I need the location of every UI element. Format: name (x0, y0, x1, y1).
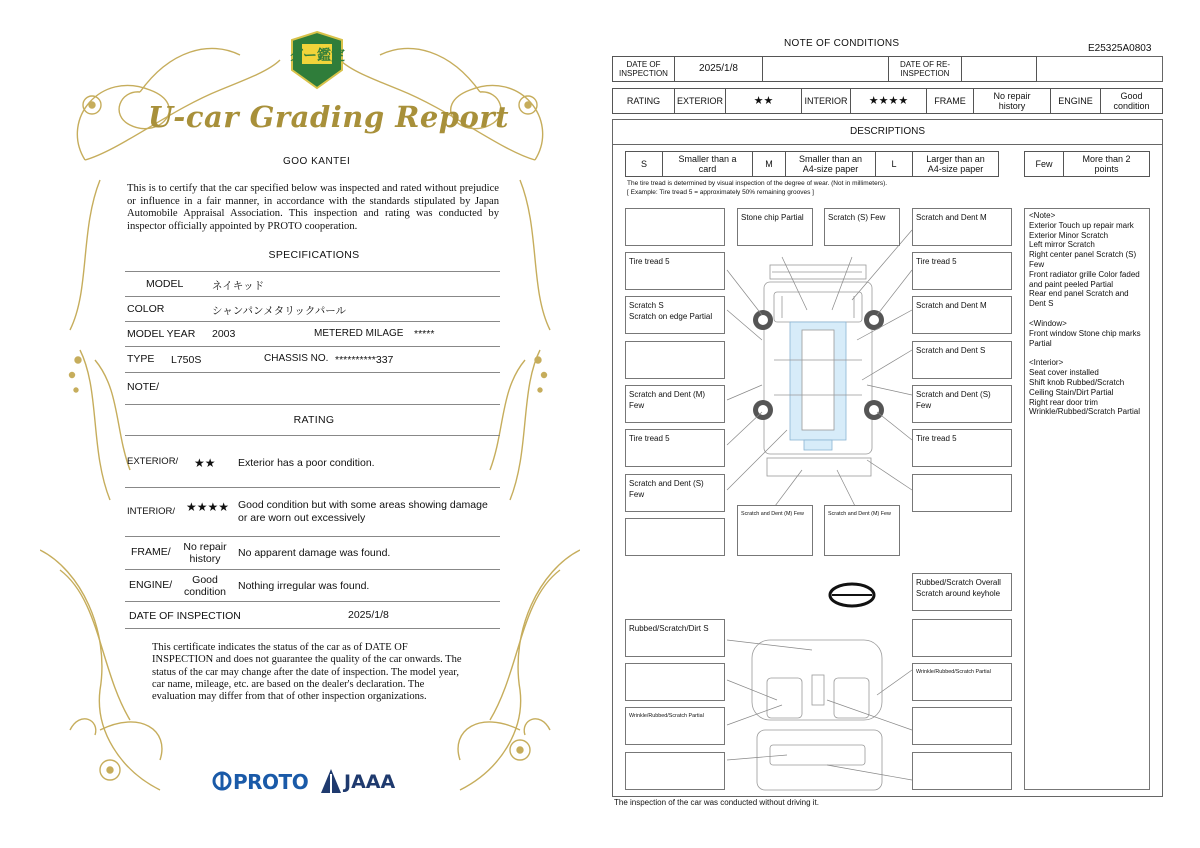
frame-label: FRAME (926, 88, 974, 114)
exterior-stars: ★★ (194, 456, 216, 470)
certificate-intro: This is to certify that the car specified below was inspected and rated without prejudice or influence in a fair manner, in accordance with the standards stipulated by Japan Automobile Appraisal Association. This inspection and rating was conducted by inspector officially appointed by PROTO cooperation. (127, 183, 499, 232)
frame-value: No repair history (183, 541, 227, 565)
engine-value: Good condition (1100, 88, 1163, 114)
interior-text: Good condition but with some areas showing damage or are worn out excessively (238, 499, 488, 524)
sheet-title: NOTE OF CONDITIONS (784, 38, 900, 49)
engine-value: Good condition (183, 574, 227, 598)
legend-m: M (752, 151, 786, 177)
callout-scratch-dent-m-few: Scratch and Dent (M) Few (625, 385, 725, 423)
date-of-inspection-label: DATE OF INSPECTION (129, 610, 241, 622)
interior-label: INTERIOR/ (127, 506, 176, 517)
callout-box (912, 707, 1012, 745)
certificate-title: U-car Grading Report (148, 100, 510, 134)
engine-label: ENGINE/ (129, 579, 173, 591)
jaaa-logo-icon (320, 768, 342, 794)
tread-note-1: The tire tread is determined by visual inspection of the degree of wear. (Not in millimeters). (627, 180, 888, 187)
callout-box (625, 208, 725, 246)
callout-box (625, 663, 725, 701)
callout-interior-left-2: Wrinkle/Rubbed/Scratch Partial (625, 707, 725, 745)
date-of-inspection-value: 2025/1/8 (674, 56, 763, 82)
chassis-label: CHASSIS NO. (264, 353, 329, 364)
exterior-stars: ★★ (725, 88, 802, 114)
color-value: シャンパンメタリックパール (212, 305, 346, 317)
callout-steering: Rubbed/Scratch Overall Scratch around keyhole (912, 573, 1012, 611)
engine-label: ENGINE (1050, 88, 1101, 114)
steering-wheel-icon (830, 584, 874, 606)
sheet-code: E25325A0803 (1088, 43, 1152, 54)
callout-box (625, 518, 725, 556)
rating-label: RATING (612, 88, 675, 114)
callout-rear-bottom-1: Scratch and Dent (M) Few (737, 505, 813, 556)
rating-heading: RATING (293, 414, 335, 426)
callout-tire-front-left: Tire tread 5 (625, 252, 725, 290)
exterior-text: Exterior has a poor condition. (238, 457, 375, 469)
specifications-heading: SPECIFICATIONS (268, 249, 360, 261)
color-label: COLOR (127, 303, 165, 315)
model-year-value: 2003 (212, 328, 236, 340)
callout-scratch-dent-s-few-right: Scratch and Dent (S) Few (912, 385, 1012, 423)
svg-text:グー鑑定: グー鑑定 (289, 48, 345, 64)
engine-text: Nothing irregular was found. (238, 580, 370, 592)
callout-box (912, 619, 1012, 657)
exterior-notes: <Note> Exterior Touch up repair mark Exterior Minor Scratch Left mirror Scratch Right center panel Scratch (S) Few Front radiator grille Color faded and paint peeled Partial Rear end panel Scratch and Dent S (1029, 211, 1140, 309)
certificate-subtitle: GOO KANTEI (283, 156, 351, 167)
interior-stars: ★★★★ (186, 500, 230, 514)
note-label: NOTE/ (127, 381, 160, 393)
legend-s: S (625, 151, 663, 177)
callout-box (625, 752, 725, 790)
model-label: MODEL (146, 278, 184, 290)
legend-l-desc: Larger than an A4-size paper (912, 151, 999, 177)
chassis-value: **********337 (335, 354, 394, 366)
callout-scratch-s-left: Scratch S Scratch on edge Partial (625, 296, 725, 334)
date-of-inspection-value: 2025/1/8 (348, 609, 389, 621)
interior-stars: ★★★★ (850, 88, 927, 114)
legend-s-desc: Smaller than a card (662, 151, 753, 177)
window-notes: <Window> Front window Stone chip marks Partial (1029, 318, 1141, 348)
sheet-footer: The inspection of the car was conducted without driving it. (614, 798, 819, 807)
callout-tire-rear-left: Tire tread 5 (625, 429, 725, 467)
callout-scratch-dent-m-right: Scratch and Dent M (912, 296, 1012, 334)
callout-box (625, 341, 725, 379)
callout-scratch-dent-s-right: Scratch and Dent S (912, 341, 1012, 379)
certificate (40, 30, 580, 810)
legend-l: L (875, 151, 913, 177)
interior-label: INTERIOR (801, 88, 851, 114)
legend-few: Few (1024, 151, 1064, 177)
model-value: ネイキッド (212, 280, 265, 292)
tread-note-2: [ Example: Tire tread 5 = approximately 50% remaining grooves ] (627, 189, 814, 196)
goo-kantei-badge-icon (288, 30, 346, 92)
callout-tire-rear-right: Tire tread 5 (912, 429, 1012, 467)
metered-value: ***** (414, 328, 435, 340)
interior-notes: <Interior> Seat cover installed Shift knob Rubbed/Scratch Ceiling Stain/Dirt Partial Right rear door trim Wrinkle/Rubbed/Scratch Partial (1029, 358, 1141, 417)
callout-interior-left: Rubbed/Scratch/Dirt S (625, 619, 725, 657)
callout-scratch-s-few-top: Scratch (S) Few (824, 208, 900, 246)
callout-rear-bottom-2: Scratch and Dent (M) Few (824, 505, 900, 556)
metered-label: METERED MILAGE (314, 328, 404, 339)
callout-tire-front-right: Tire tread 5 (912, 252, 1012, 290)
callout-scratch-dent-m-top: Scratch and Dent M (912, 208, 1012, 246)
exterior-label: EXTERIOR (674, 88, 726, 114)
certificate-footer: This certificate indicates the status of the car as of DATE OF INSPECTION and does not guarantee the quality of the car onwards. The status of the car may change after the date of inspection. The model year, car name, mileage, etc. are based on the dealer's declaration. The evaluation may differ from that of other inspection organizations. (152, 642, 462, 703)
date-of-inspection-label: DATE OF INSPECTION (612, 56, 675, 82)
descriptions-heading: DESCRIPTIONS (849, 126, 925, 137)
exterior-label: EXTERIOR/ (127, 456, 179, 467)
legend-few-desc: More than 2 points (1063, 151, 1150, 177)
model-year-label: MODEL YEAR (127, 328, 196, 340)
notes-panel (1024, 208, 1150, 790)
legend-m-desc: Smaller than an A4-size paper (785, 151, 876, 177)
frame-label: FRAME/ (131, 546, 171, 558)
frame-text: No apparent damage was found. (238, 547, 391, 559)
callout-box (912, 474, 1012, 512)
proto-logo: PROTO (233, 770, 309, 794)
callout-interior-right: Wrinkle/Rubbed/Scratch Partial (912, 663, 1012, 701)
re-inspection-label: DATE OF RE-INSPECTION (888, 56, 962, 82)
callout-scratch-dent-s-few-left: Scratch and Dent (S) Few (625, 474, 725, 512)
callout-box (912, 752, 1012, 790)
type-label: TYPE (127, 353, 155, 365)
proto-logo-icon (212, 770, 232, 792)
callout-stone-chip: Stone chip Partial (737, 208, 813, 246)
frame-value: No repair history (973, 88, 1051, 114)
jaaa-logo: JAAA (344, 771, 396, 793)
type-value: L750S (171, 354, 202, 366)
